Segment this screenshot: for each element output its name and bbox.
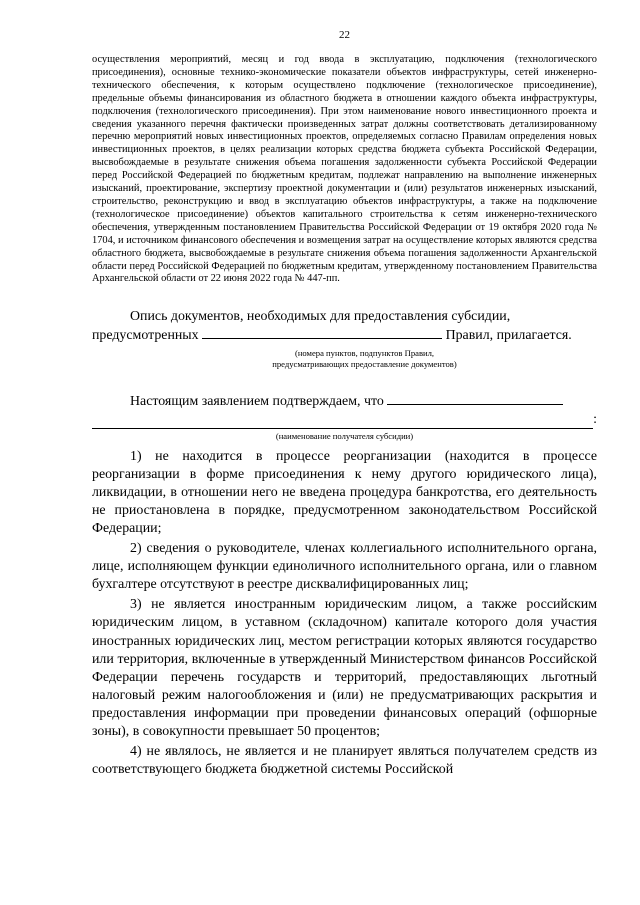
recipient-name-blank-2[interactable]	[92, 414, 593, 429]
recipient-name-blank-1[interactable]	[387, 392, 563, 405]
confirmation-intro: Настоящим заявлением подтверждаем, что	[130, 393, 384, 409]
confirmation-intro-line	[92, 392, 597, 411]
recipient-name-line	[92, 411, 597, 429]
documents-list-section	[92, 308, 597, 369]
documents-list-suffix: Правил, прилагается.	[445, 328, 572, 344]
confirmation-section	[92, 392, 597, 442]
page-number: 22	[339, 29, 350, 41]
document-page	[92, 28, 597, 779]
recipient-line-end: :	[593, 411, 597, 427]
confirmation-items	[92, 448, 597, 780]
list-item: 3) не является иностранным юридическим лицом, а также российским юридическим лицом, в уставном (складочном) капитале которого доля участия иностранных юридических лиц, местом регистрации которых являются государство или территория, включенные в утвержденный Министерством финансов Российской Федерации перечень государств и территорий, предоставляющих льготный налоговый режим налогообложения и (или) не предусматривающих раскрытия и предоставления информации при проведении финансовых операций (офшорные зоны), в совокупности превышает 50 процентов;	[92, 597, 597, 739]
list-item: 2) сведения о руководителе, членах коллегиального исполнительного органа, лице, исполняющем функции единоличного исполнительного органа, или о главном бухгалтере отсутствуют в реестре дисквалифицированных лиц;	[92, 541, 597, 593]
rule-numbers-blank[interactable]	[202, 326, 442, 339]
continuation-paragraph: осуществления мероприятий, месяц и год ввода в эксплуатацию, подключения (технологического присоединения), основные технико-экономические показатели объектов инфраструктуры, сетей инженерно-технического обеспечения, к которым осуществлено подключение (технологическое присоединение), предельные объемы финансирования из областного бюджета в отношении каждого объекта инфраструктуры, подключения (технологического присоединения). При этом наименование нового инвестиционного проекта и сведения указанного перечня фактически произведенных затрат должны соответствовать детализированному перечню мероприятий новых инвестиционных проектов, определяемых согласно Правилам определения новых инвестиционных проектов, в целях реализации которых средства бюджета субъекта Российской Федерации, высвобождаемые в результате снижения объема погашения задолженности субъекта Российской Федерации перед Российской Федерацией по бюджетным кредитам, подлежат направлению на выполнение инженерных изысканий, проектирование, экспертизу проектной документации и (или) результатов инженерных изысканий, строительство, реконструкцию и ввод в эксплуатацию объектов инфраструктуры, а также на подключение (технологическое присоединение) объектов капитального строительства к сетям инженерно-технического обеспечения, утвержденным постановлением Правительства Российской Федерации от 19 октября 2020 года № 1704, и источником финансового обеспечения и возмещения затрат на осуществление которых являются средства областного бюджета, высвобождаемые в результате снижения объема погашения задолженности Архангельской области перед Российской Федерацией по бюджетным кредитам, утвержденному постановлением Правительства Архангельской области от 22 июня 2022 года № 447-пп.	[92, 54, 597, 285]
documents-list-line2	[92, 326, 597, 345]
documents-list-prefix: предусмотренных	[92, 328, 199, 344]
confirmation-caption: (наименование получателя субсидии)	[275, 430, 414, 441]
list-item: 4) не являлось, не является и не планирует являться получателем средств из соответствующего бюджета бюджетной системы Российской	[92, 744, 597, 778]
list-item: 1) не находится в процессе реорганизации (находится в процессе реорганизации в форме присоединения к нему другого юридического лица), ликвидации, в отношении него не введена процедура банкротства, его деятельность не приостановлена в порядке, предусмотренном законодательством Российской Федерации;	[92, 448, 597, 536]
documents-list-line1: Опись документов, необходимых для предоставления субсидии,	[130, 309, 511, 325]
documents-list-caption: (номера пунктов, подпунктов Правил, предусматривающих предоставление документов)	[272, 347, 457, 369]
